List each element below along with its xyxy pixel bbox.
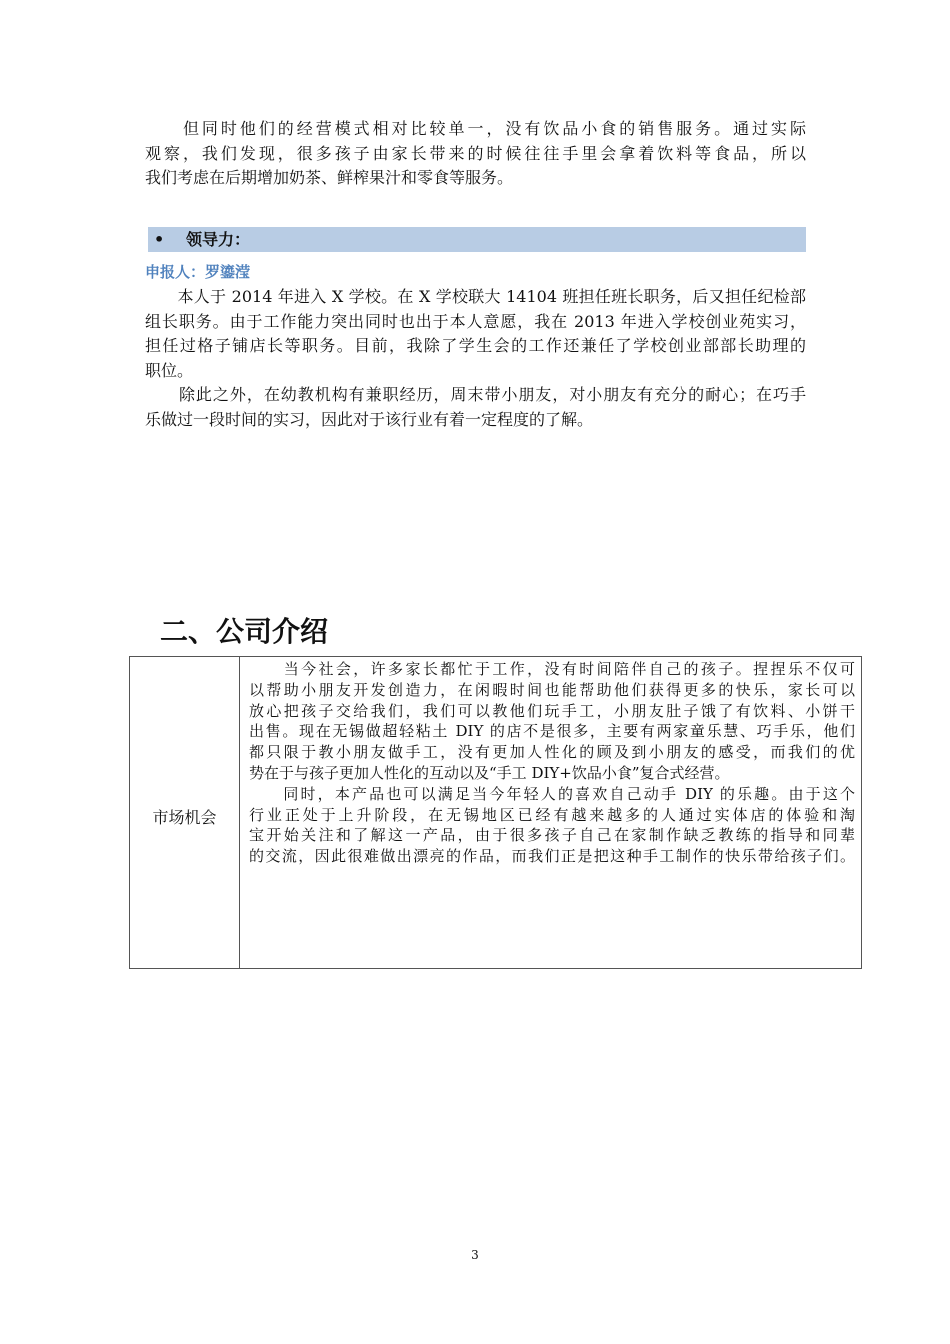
leadership-heading xyxy=(148,227,806,252)
section-title: 二、公司介绍 xyxy=(160,615,329,648)
text-line: 职位。 xyxy=(145,360,194,380)
text-line: 以帮助小朋友开发创造力，在闲暇时间也能帮助他们获得更多的快乐，家长可以 xyxy=(249,680,855,699)
text-line: 但同时他们的经营模式相对比较单一，没有饮品小食的销售服务。通过实际 xyxy=(145,119,806,138)
text-line: 当今社会，许多家长都忙于工作，没有时间陪伴自己的孩子。捏捏乐不仅可 xyxy=(249,660,855,678)
reporter-label: 申报人：罗鎏滢 xyxy=(145,263,251,281)
text-line: 除此之外，在幼教机构有兼职经历，周末带小朋友，对小朋友有充分的耐心；在巧手 xyxy=(145,385,806,404)
table-content-cell xyxy=(249,659,855,867)
text-line: 都只限于教小朋友做手工，没有更加人性化的顾及到小朋友的感受，而我们的优 xyxy=(249,743,855,762)
intro-paragraph xyxy=(145,117,806,191)
table-label-cell xyxy=(130,657,240,968)
text-line: 行业正处于上升阶段，在无锡地区已经有越来越多的人通过实体店的体验和淘 xyxy=(249,805,855,824)
heading-text: 领导力： xyxy=(186,230,251,249)
text-line: 我们考虑在后期增加奶茶、鲜榨果汁和零食等服务。 xyxy=(145,168,514,187)
text-line: 观察，我们发现，很多孩子由家长带来的时候往往手里会拿着饮料等食品，所以 xyxy=(145,143,806,163)
text-line: 担任过格子铺店长等职务。目前，我除了学生会的工作还兼任了学校创业部部长助理的 xyxy=(145,336,806,355)
bullet-icon: • xyxy=(154,230,165,249)
text-line: 乐做过一段时间的实习，因此对于该行业有着一定程度的了解。 xyxy=(145,409,594,429)
text-line: 出售。现在无锡做超轻粘土 DIY 的店不是很多，主要有两家童乐慧、巧手乐，他们 xyxy=(249,722,855,741)
text-line: 的交流，因此很难做出漂亮的作品，而我们正是把这种手工制作的快乐带给孩子们。 xyxy=(249,847,855,866)
leadership-paragraphs xyxy=(145,285,806,432)
text-line: 放心把孩子交给我们，我们可以教他们玩手工，小朋友肚子饿了有饮料、小饼干 xyxy=(249,701,855,720)
text-line: 组长职务。由于工作能力突出同时也出于本人意愿，我在 2013 年进入学校创业苑实习， xyxy=(145,311,806,331)
page-number: 3 xyxy=(471,1248,479,1262)
text-line: 同时，本产品也可以满足当今年轻人的喜欢自己动手 DIY 的乐趣。由于这个 xyxy=(249,784,855,803)
market-opportunity-table xyxy=(129,656,862,969)
text-line: 本人于 2014 年进入 X 学校。在 X 学校联大 14104 班担任班长职务，后又担任纪检部 xyxy=(145,287,806,306)
text-line: 宝开始关注和了解这一产品，由于很多孩子自己在家制作缺乏教练的指导和同辈 xyxy=(249,826,855,845)
text-line: 势在于与孩子更加人性化的互动以及“手工 DIY+饮品小食”复合式经营。 xyxy=(249,763,730,782)
cell-label: 市场机会 xyxy=(152,808,217,827)
